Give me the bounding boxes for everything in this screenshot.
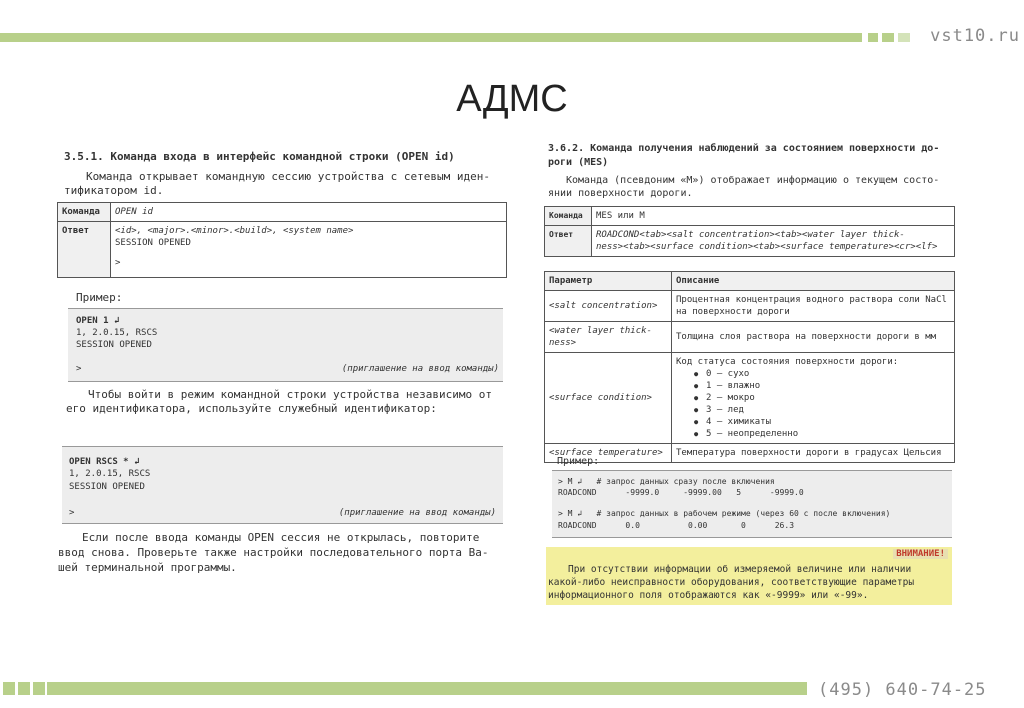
top-decor-bar: [0, 33, 862, 42]
right-heading-line2: роги (MES): [548, 157, 609, 168]
top-decor-square: [882, 33, 894, 42]
param-name: <salt concentration>: [545, 291, 672, 322]
example-line: OPEN 1 ↲: [76, 316, 120, 326]
left-example-label: Пример:: [76, 291, 123, 304]
page-title: АДМС: [456, 78, 568, 120]
left-para2-line1: Чтобы войти в режим командной строки устройства независимо от: [88, 388, 492, 401]
right-example-box: [552, 470, 952, 538]
param-desc: Толщина слоя раствора на поверхности дороги в мм: [672, 322, 955, 353]
left-intro-line2: тификатором id.: [64, 184, 164, 197]
bottom-decor-bar: [47, 682, 807, 695]
param-name: <surface temperature>: [545, 444, 672, 463]
top-decor-square: [868, 33, 878, 42]
cmd-value: MES или M: [592, 207, 955, 226]
phone-text: (495) 640-74-25: [818, 680, 987, 700]
left-command-table: [57, 202, 507, 278]
warning-line: информационного поля отображаются как «-9999» или «-99».: [548, 590, 869, 601]
param-line: ness>: [549, 338, 577, 348]
cmd-value: OPEN id: [111, 203, 507, 222]
param-desc: Температура поверхности дороги в градусах Цельсия: [672, 444, 955, 463]
param-name: <surface condition>: [545, 353, 672, 444]
left-para3-line2: ввод снова. Проверьте также настройки последовательного порта Ва-: [58, 546, 489, 559]
reply-line: SESSION OPENED: [115, 238, 191, 248]
reply-line: <id>, <major>.<minor>.<build>, <system name>: [115, 226, 354, 236]
param-desc: [672, 291, 955, 322]
left-example-box-1: [68, 308, 503, 382]
reply-line: ness><tab><surface condition><tab><surface temperature><cr><lf>: [596, 242, 938, 252]
warning-line: какой-либо неисправности оборудования, соответствующие параметры: [548, 577, 915, 588]
desc-line: на поверхности дороги: [676, 307, 790, 317]
warning-box: [546, 547, 952, 605]
example-line: OPEN RSCS * ↲: [69, 457, 140, 467]
reply-label: Ответ: [545, 226, 592, 257]
example-prompt: >: [69, 508, 75, 518]
example-line: SESSION OPENED: [76, 340, 152, 350]
right-heading-line1: 3.6.2. Команда получения наблюдений за состоянием поверхности до-: [548, 143, 940, 154]
right-command-table: [544, 206, 955, 257]
status-item: ● 4 – химикаты: [706, 416, 950, 428]
bottom-decor-square: [18, 682, 30, 695]
left-intro-line1: Команда открывает командную сессию устройства с сетевым иден-: [86, 170, 490, 183]
right-example-label: Пример:: [557, 456, 600, 467]
left-heading: 3.5.1. Команда входа в интерфейс командной строки (OPEN id): [64, 150, 455, 163]
top-decor-square: [898, 33, 910, 42]
example-line: 1, 2.0.15, RSCS: [76, 328, 158, 338]
status-item: ● 0 – сухо: [706, 368, 950, 380]
left-example-box-2: [62, 446, 503, 524]
param-name: [545, 322, 672, 353]
cmd-label: Команда: [58, 203, 111, 222]
param-desc: [672, 353, 955, 444]
example-line: 1, 2.0.15, RSCS: [69, 469, 151, 479]
example-hint: (приглашение на ввод команды): [341, 364, 499, 374]
bottom-decor-square: [33, 682, 45, 695]
left-para2-line2: его идентификатора, используйте служебный идентификатор:: [66, 402, 437, 415]
status-item: ● 5 – неопределенно: [706, 428, 950, 440]
warning-title: ВНИМАНИЕ!: [893, 549, 948, 559]
right-intro-line1: Команда (псевдоним «M») отображает информацию о текущем состо-: [566, 175, 940, 186]
status-item: ● 2 – мокро: [706, 392, 950, 404]
example-line: > M ↲ # запрос данных в рабочем режиме (через 60 с после включения): [558, 509, 891, 518]
right-intro-line2: янии поверхности дороги.: [548, 188, 693, 199]
reply-value: [592, 226, 955, 257]
params-table: [544, 271, 955, 463]
param-line: <water layer thick-: [549, 326, 652, 336]
params-header: Параметр: [545, 272, 672, 291]
status-item: ● 3 – лед: [706, 404, 950, 416]
example-line: > M ↲ # запрос данных сразу после включения: [558, 477, 775, 486]
reply-line: ROADCOND<tab><salt concentration><tab><water layer thick-: [596, 230, 905, 240]
cmd-label: Команда: [545, 207, 592, 226]
brand-text: vst10.ru: [930, 26, 1020, 46]
bottom-decor-square: [3, 682, 15, 695]
desc-line: Процентная концентрация водного раствора соли NaCl: [676, 295, 947, 305]
status-item: ● 1 – влажно: [706, 380, 950, 392]
left-para3-line1: Если после ввода команды OPEN сессия не открылась, повторите: [82, 531, 480, 544]
left-para3-line3: шей терминальной программы.: [58, 561, 237, 574]
reply-line: >: [115, 258, 121, 268]
desc-line: Код статуса состояния поверхности дороги:: [676, 357, 899, 367]
example-line: SESSION OPENED: [69, 482, 145, 492]
example-prompt: >: [76, 364, 82, 374]
params-header: Описание: [672, 272, 955, 291]
reply-label: Ответ: [58, 222, 111, 278]
example-line: ROADCOND 0.0 0.00 0 26.3: [558, 521, 795, 530]
example-hint: (приглашение на ввод команды): [338, 508, 496, 518]
reply-value: [111, 222, 507, 278]
example-line: ROADCOND -9999.0 -9999.00 5 -9999.0: [558, 488, 804, 497]
warning-line: При отсутствии информации об измеряемой величине или наличии: [568, 564, 912, 575]
